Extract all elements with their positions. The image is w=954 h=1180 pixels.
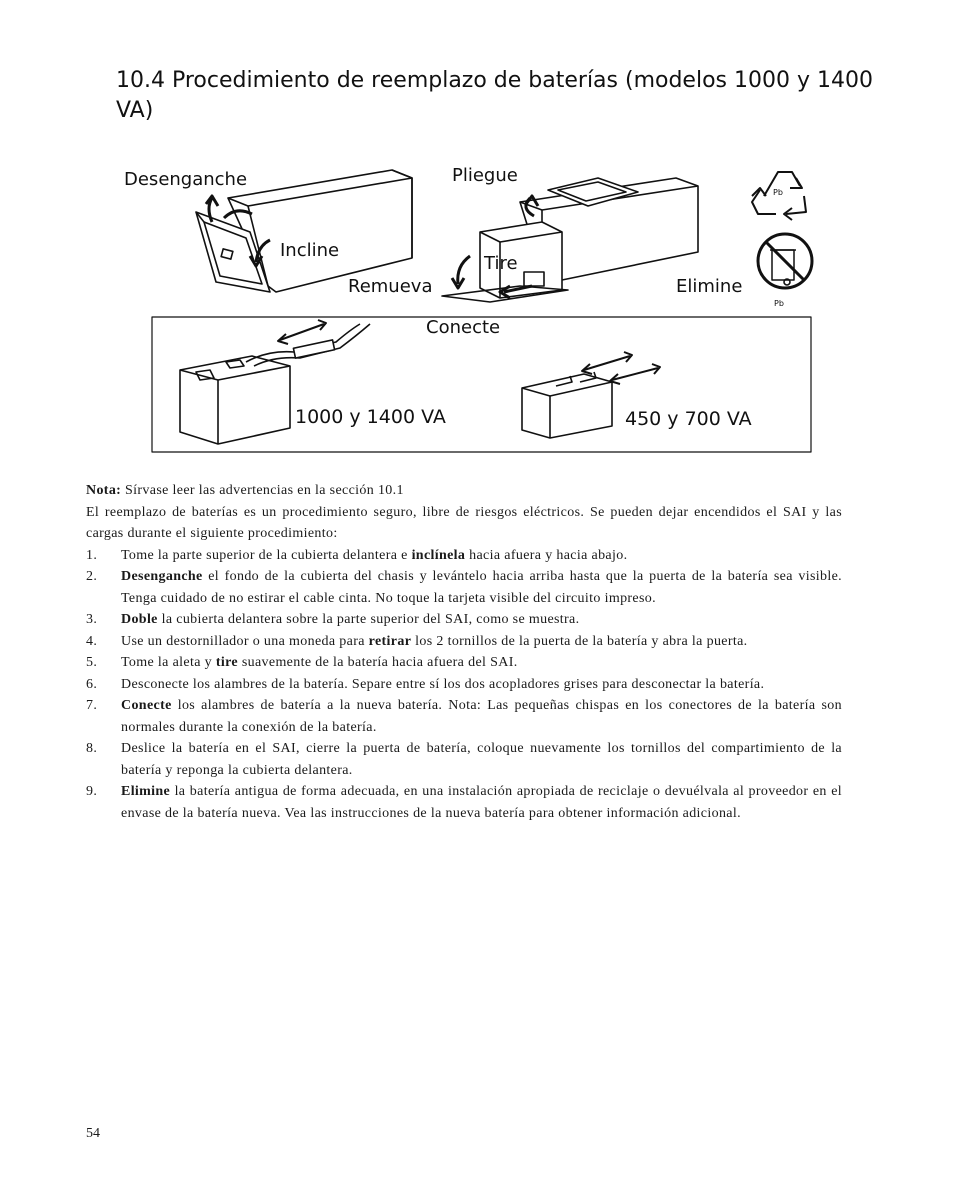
step-item: 2. Desenganche el fondo de la cubierta del chasis y levántelo hacia arriba hasta que la puerta de la batería sea visible. Tenga cuidado de no estirar el cable cinta. No toque la tarjeta visible del circuito impreso. <box>86 569 842 606</box>
label-connect: Conecte <box>426 317 501 338</box>
section-title: 10.4 Procedimiento de reemplazo de baterías (modelos 1000 y 1400 VA) <box>116 68 873 123</box>
step-item: 6. Desconecte los alambres de la batería. Separe entre sí los dos acopladores grises para desconectar la batería. <box>86 676 765 692</box>
steps-list <box>86 545 842 825</box>
label-model-large: 1000 y 1400 VA <box>295 406 446 428</box>
no-trash-symbol <box>758 234 812 288</box>
label-unhook: Desenganche <box>124 169 248 190</box>
label-fold: Pliegue <box>452 165 518 186</box>
label-remove: Remueva <box>348 276 433 297</box>
battery-small <box>522 372 612 438</box>
step-item: 7. Conecte los alambres de batería a la nueva batería. Nota: Las pequeñas chispas en los conectores de la batería son normales durante la conexión de la batería. <box>86 698 842 735</box>
step-item: 5. Tome la aleta y tire suavemente de la batería hacia afuera del SAI. <box>86 655 518 670</box>
note-label: Nota: <box>86 483 122 498</box>
page-number: 54 <box>86 1126 100 1141</box>
label-model-small: 450 y 700 VA <box>625 408 752 430</box>
connect-arrow-small-1 <box>584 356 630 370</box>
ups-unit-pull <box>442 178 698 302</box>
note <box>86 480 842 502</box>
label-tilt: Incline <box>280 240 340 261</box>
note-text: Sírvase leer las advertencias en la sección 10.1 <box>125 483 404 498</box>
step-item: 4. Use un destornillador o una moneda para retirar los 2 tornillos de la puerta de la batería y abra la puerta. <box>86 633 748 649</box>
battery-replacement-illustration <box>0 0 954 470</box>
procedure-text <box>86 480 842 824</box>
label-dispose: Elimine <box>676 276 743 297</box>
step-item: 9. Elimine la batería antigua de forma adecuada, en una instalación apropiada de reciclaje o devuélvala al proveedor en el envase de la batería nueva. Vea las instrucciones de la nueva batería para obtener información adicional. <box>86 784 842 821</box>
recycle-symbol-label: Pb <box>773 188 783 197</box>
step-item: 1. Tome la parte superior de la cubierta delantera e inclínela hacia afuera y hacia abajo. <box>86 547 628 563</box>
connect-arrow-small-2 <box>612 368 658 380</box>
step-item: 3. Doble la cubierta delantera sobre la parte superior del SAI, como se muestra. <box>86 612 580 627</box>
step-item: 8. Deslice la batería en el SAI, cierre la puerta de batería, coloque nuevamente los tornillos del compartimiento de la batería y reponga la cubierta delantera. <box>86 741 842 778</box>
label-pull: Tire <box>484 253 518 274</box>
connect-arrow-large <box>280 324 324 340</box>
intro-paragraph: El reemplazo de baterías es un procedimiento seguro, libre de riesgos eléctricos. Se pueden dejar encendidos el SAI y las cargas durante el siguiente procedimiento: <box>86 504 842 541</box>
no-trash-symbol-label: Pb <box>774 299 784 308</box>
